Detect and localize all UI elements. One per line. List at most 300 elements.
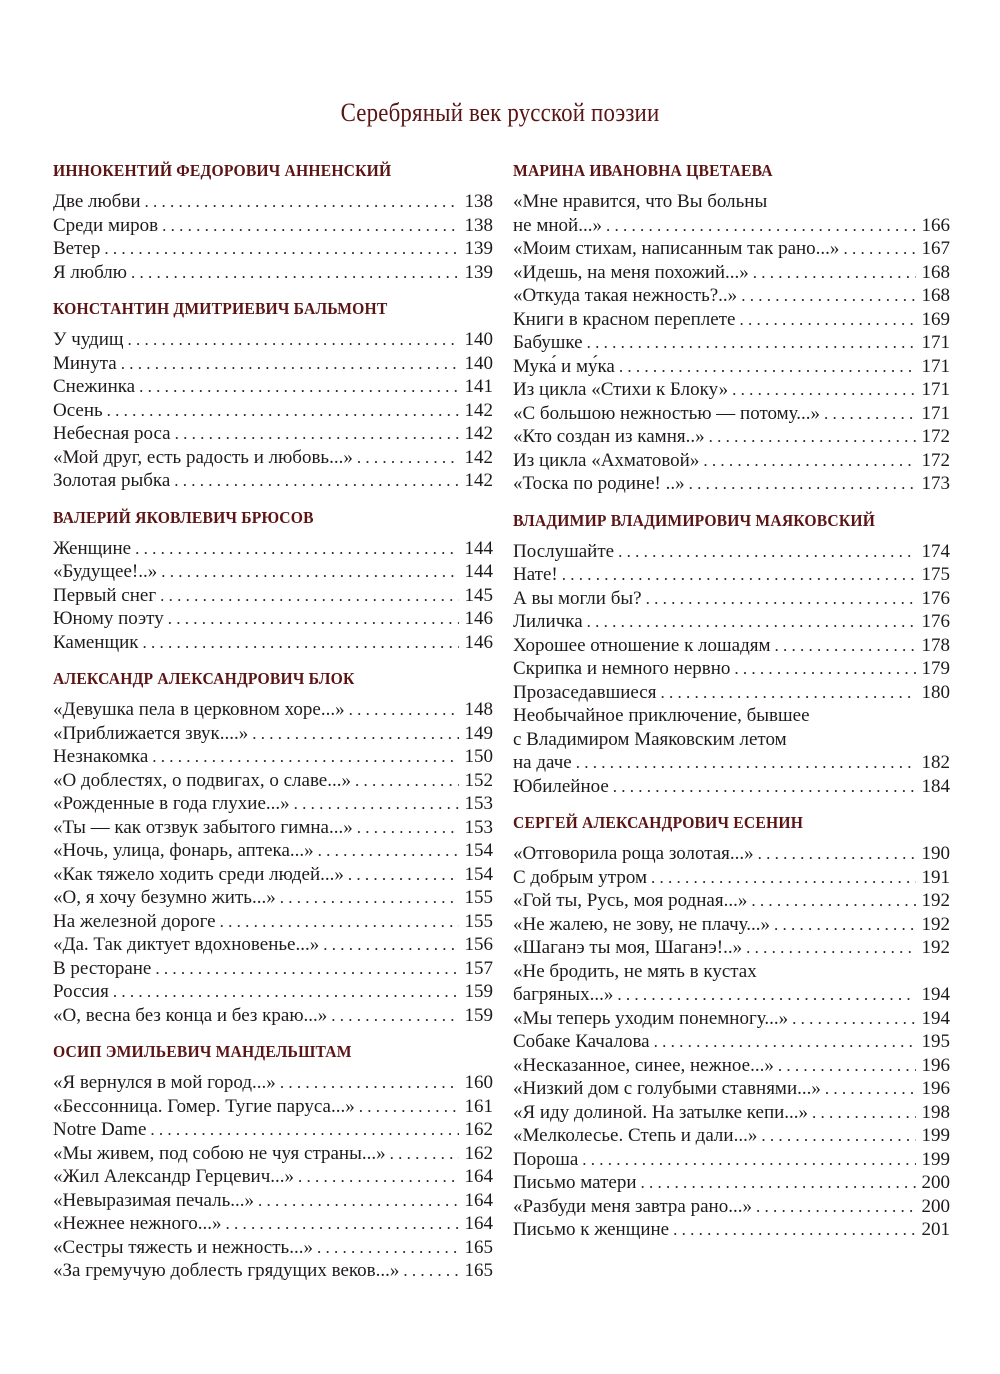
dot-leader [774,913,916,937]
dot-leader [152,745,458,769]
page-number: 200 [921,1195,950,1217]
toc-entry[interactable] [513,190,950,237]
page-number: 157 [464,957,493,979]
entry-title: на даче [513,752,572,773]
entry-title: «Я иду долиной. На затылке кепи...» [513,1101,809,1123]
toc-entry[interactable] [513,1218,950,1242]
author-heading: СЕРГЕЙ АЛЕКСАНДРОВИЧ ЕСЕНИН [513,813,804,832]
toc-entry[interactable] [513,1124,950,1148]
toc-entry[interactable] [53,584,493,608]
toc-entry[interactable] [513,842,950,866]
page-number: 166 [921,214,950,236]
entry-title: «Мы теперь уходим понемногу...» [513,1007,789,1029]
page-number: 159 [464,981,493,1002]
dot-leader [746,936,915,960]
entry-title: «Идешь, на меня похожий...» [513,261,749,283]
toc-entry[interactable] [53,214,493,238]
toc-entry[interactable] [53,816,493,840]
entry-title: «О, я хочу безумно жить...» [53,887,276,908]
dot-leader [739,308,915,332]
toc-entry[interactable] [513,587,950,611]
page-number: 196 [921,1078,950,1099]
page-number: 165 [464,1260,493,1281]
dot-leader [390,1142,459,1166]
entry-title: Нате! [513,564,558,585]
dot-leader [825,1077,916,1101]
toc-section [513,160,950,496]
entry-title: «Гой ты, Русь, моя родная...» [513,890,748,911]
toc-entry[interactable] [513,308,950,332]
page-number: 138 [464,214,493,236]
toc-entry[interactable] [513,378,950,402]
toc-entry[interactable] [53,1212,493,1236]
entry-title: На железной дороге [53,910,216,932]
dot-leader [562,563,916,587]
entry-title: «Да. Так диктует вдохновенье...» [53,934,320,955]
page-title: Серебряный век русской поэзии [340,98,660,127]
toc-entry[interactable] [513,237,950,261]
page-number: 144 [464,537,493,559]
toc-entry[interactable] [513,1101,950,1125]
dot-leader [355,769,459,793]
page-number: 152 [464,769,493,791]
dot-leader [792,1007,915,1031]
entry-title: Осень [53,399,103,421]
entry-title-line: «Не бродить, не мять в кустах [513,960,757,982]
entry-title: «Ты — как отзвук забытого гимна...» [53,816,353,838]
toc-entry[interactable] [53,722,493,746]
page-number: 176 [921,611,950,632]
toc-section [513,510,950,799]
author-heading: ИННОКЕНТИЙ ФЕДОРОВИЧ АННЕНСКИЙ [53,161,392,180]
entry-title: Notre Dame [53,1119,147,1140]
toc-right-column [513,160,950,1256]
entry-title: не мной...» [513,214,602,236]
entry-title: «Сестры тяжесть и нежность...» [53,1236,313,1258]
page-number: 142 [464,399,493,421]
dot-leader [732,378,915,402]
toc-section [53,507,493,655]
entry-title: «Разбуди меня завтра рано...» [513,1195,752,1217]
toc-entry[interactable] [513,681,950,705]
page-number: 156 [464,934,493,955]
page-number: 144 [464,561,493,582]
entry-title: «Шаганэ ты моя, Шаганэ!..» [513,937,743,958]
entry-title: Хорошее отношение к лошадям [513,634,771,656]
entry-title: «Я вернулся в мой город...» [53,1072,276,1093]
dot-leader [155,957,458,981]
toc-entry[interactable] [513,889,950,913]
dot-leader [317,1236,459,1260]
toc-entry[interactable] [513,355,950,379]
dot-leader [619,355,916,379]
toc-entry[interactable] [53,469,493,493]
dot-leader [778,1054,916,1078]
toc-entry[interactable] [513,425,950,449]
entry-title: «Кто создан из камня..» [513,426,705,447]
dot-leader [280,1071,459,1095]
page-number: 138 [464,191,493,212]
author-heading: КОНСТАНТИН ДМИТРИЕВИЧ БАЛЬМОНТ [53,299,388,318]
dot-leader [280,886,459,910]
entry-title: Золотая рыбка [53,470,171,491]
toc-entry[interactable] [53,631,493,655]
author-heading: ВЛАДИМИР ВЛАДИМИРОВИЧ МАЯКОВСКИЙ [513,510,876,530]
entry-title: Скрипка и немного нервно [513,658,731,679]
toc-entry[interactable] [513,866,950,890]
entry-title: «Нежнее нежного...» [53,1213,222,1234]
dot-leader [641,1171,916,1195]
toc-entry[interactable] [513,261,950,285]
toc-entry[interactable] [53,1071,493,1095]
entry-title: Юбилейное [513,775,609,797]
entry-title: Мука́ и му́ка [513,355,615,377]
entry-title: Женщине [53,537,132,559]
dot-leader [298,1165,458,1189]
entry-title: «Жил Александр Герцевич...» [53,1166,295,1187]
entry-title: С добрым утром [513,866,647,888]
dot-leader [226,1212,459,1236]
page-number: 168 [921,261,950,283]
toc-entry[interactable] [53,792,493,816]
dot-leader [359,1095,459,1119]
toc-entry[interactable] [53,560,493,584]
dot-leader [582,1148,915,1172]
page-number: 161 [464,1095,493,1117]
entry-title-line: Необычайное приключение, бывшее [513,705,810,726]
dot-leader [131,261,459,285]
entry-title: Снежинка [53,376,136,397]
entry-title: «Рожденные в года глухие...» [53,793,290,814]
entry-title: Каменщик [53,631,139,653]
entry-title: Юному поэту [53,608,164,629]
toc-entry[interactable] [53,1004,493,1028]
entry-title: «Мой друг, есть радость и любовь...» [53,446,353,468]
page-number: 149 [464,722,493,744]
entry-title: «Невыразимая печаль...» [53,1189,254,1211]
dot-leader [143,631,459,655]
page-number: 165 [464,1236,493,1258]
toc-entry[interactable] [53,1189,493,1213]
entry-title: Незнакомка [53,746,149,767]
entry-title: багряных...» [513,984,614,1005]
toc-entry[interactable] [53,839,493,863]
page-number: 168 [921,285,950,306]
dot-leader [734,657,915,681]
page-number: 153 [464,793,493,814]
page-number: 162 [464,1142,493,1164]
toc-section [53,298,493,493]
dot-leader [104,237,458,261]
dot-leader [606,214,916,238]
toc-entry[interactable] [53,1259,493,1283]
entry-title: Из цикла «Стихи к Блоку» [513,379,729,400]
toc-entry[interactable] [513,284,950,308]
toc-entry[interactable] [53,1095,493,1119]
toc-entry[interactable] [53,1142,493,1166]
page-number: 142 [464,446,493,468]
toc-entry[interactable] [53,261,493,285]
toc-entry[interactable] [513,960,950,1007]
dot-leader [113,980,459,1004]
page-number: 164 [464,1189,493,1211]
dot-leader [294,792,459,816]
entry-title: «С большою нежностью — потому...» [513,402,821,424]
dot-leader [168,607,459,631]
entry-title: Я люблю [53,261,127,283]
entry-title: «Не жалею, не зову, не плачу...» [513,913,770,935]
toc-entry[interactable] [513,913,950,937]
entry-title: «Будущее!..» [53,561,158,582]
dot-leader [318,839,459,863]
toc-entry[interactable] [513,331,950,355]
dot-leader [135,537,458,561]
entry-title: В ресторане [53,957,152,979]
author-heading: ОСИП ЭМИЛЬЕВИЧ МАНДЕЛЬШТАМ [53,1042,352,1061]
toc-section [53,668,493,1027]
toc-entry[interactable] [53,237,493,261]
page-number: 169 [921,308,950,330]
toc-entry[interactable] [53,698,493,722]
dot-leader [618,540,915,564]
page-number: 201 [921,1219,950,1240]
toc-entry[interactable] [513,563,950,587]
page-number: 196 [921,1054,950,1076]
toc-entry[interactable] [53,328,493,352]
toc-entry[interactable] [53,1236,493,1260]
toc-entry[interactable] [53,607,493,631]
page-number: 160 [464,1072,493,1093]
entry-title: «Девушка пела в церковном хоре...» [53,699,345,720]
dot-leader [660,681,915,705]
dot-leader [258,1189,459,1213]
dot-leader [403,1259,458,1283]
dot-leader [617,983,915,1007]
dot-leader [107,399,459,423]
author-heading: МАРИНА ИВАНОВНА ЦВЕТАЕВА [513,161,773,180]
toc-entry[interactable] [513,634,950,658]
page-number: 150 [464,746,493,767]
toc-entry[interactable] [513,1030,950,1054]
toc-entry[interactable] [53,769,493,793]
entry-title-line: с Владимиром Маяковским летом [513,728,787,750]
toc-entry[interactable] [53,745,493,769]
toc-entry[interactable] [513,1077,950,1101]
dot-leader [709,425,916,449]
entry-title: «Откуда такая нежность?..» [513,285,738,306]
page-number: 140 [464,352,493,374]
entry-title: Письмо к женщине [513,1219,670,1240]
entry-title: Небесная роса [53,423,171,444]
entry-title: «Отговорила роща золотая...» [513,843,754,864]
toc-entry[interactable] [513,775,950,799]
page-number: 154 [464,840,493,861]
entry-title: Прозаседавшиеся [513,681,657,703]
dot-leader [357,816,459,840]
dot-leader [175,422,459,446]
toc-entry[interactable] [53,1165,493,1189]
page-number: 176 [921,587,950,609]
toc-entry[interactable] [513,1148,950,1172]
page-number: 142 [464,423,493,444]
toc-section [53,160,493,284]
dot-leader [703,449,915,473]
dot-leader [145,190,459,214]
dot-leader [646,587,916,611]
dot-leader [357,446,459,470]
page-number: 154 [464,863,493,885]
toc-entry[interactable] [513,402,950,426]
toc-entry[interactable] [53,537,493,561]
toc-entry[interactable] [53,422,493,446]
toc-entry[interactable] [53,399,493,423]
page-number: 199 [921,1148,950,1170]
entry-title: «Бессонница. Гомер. Тугие паруса...» [53,1095,355,1117]
toc-entry[interactable] [513,1007,950,1031]
dot-leader [751,889,915,913]
dot-leader [775,634,916,658]
entry-title: «Низкий дом с голубыми ставнями...» [513,1078,821,1099]
entry-title: Пороша [513,1148,579,1170]
toc-entry[interactable] [53,886,493,910]
toc-entry[interactable] [53,446,493,470]
dot-leader [613,775,916,799]
entry-title: «Мы живем, под собою не чуя страны...» [53,1142,386,1164]
dot-leader [651,866,916,890]
page-number: 171 [921,332,950,353]
page-number: 167 [921,238,950,259]
dot-leader [139,375,458,399]
page-number: 141 [464,376,493,397]
entry-title: Первый снег [53,584,157,606]
page-number: 174 [921,540,950,562]
author-heading: ВАЛЕРИЙ ЯКОВЛЕВИЧ БРЮСОВ [53,507,314,527]
dot-leader [689,472,916,496]
toc-entry[interactable] [513,472,950,496]
dot-leader [756,1195,916,1219]
entry-title: «Несказанное, синее, нежное...» [513,1054,774,1076]
toc-entry[interactable] [53,980,493,1004]
toc-entry[interactable] [513,936,950,960]
entry-title-line: «Мне нравится, что Вы больны [513,191,768,212]
dot-leader [160,584,458,608]
entry-title: Послушайте [513,540,615,562]
entry-title: Ветер [53,238,101,259]
entry-title: «За гремучую доблесть грядущих веков...» [53,1260,400,1281]
page-number: 180 [921,681,950,703]
page-number: 178 [921,634,950,656]
entry-title: Минута [53,352,117,374]
page-number: 140 [464,329,493,350]
dot-leader [761,1124,915,1148]
entry-title: Собаке Качалова [513,1031,650,1052]
page-number: 194 [921,984,950,1005]
dot-leader [654,1030,916,1054]
toc-entry[interactable] [53,863,493,887]
page-number: 173 [921,473,950,494]
page-number: 172 [921,449,950,471]
entry-title: Книги в красном переплете [513,308,736,330]
dot-leader [220,910,459,934]
entry-title: Две любви [53,191,141,212]
toc-left-column [53,160,493,1297]
toc-entry[interactable] [513,704,950,775]
toc-entry[interactable] [513,610,950,634]
page-number: 171 [921,402,950,424]
toc-entry[interactable] [53,190,493,214]
entry-title: «Приближается звук....» [53,722,249,744]
toc-entry[interactable] [513,1171,950,1195]
page-number: 153 [464,816,493,838]
entry-title: Лиличка [513,611,583,632]
page-number: 191 [921,866,950,888]
page-number: 195 [921,1031,950,1052]
dot-leader [812,1101,915,1125]
page-number: 142 [464,470,493,491]
toc-entry[interactable] [513,657,950,681]
toc-entry[interactable] [53,352,493,376]
toc-entry[interactable] [53,933,493,957]
page-number: 162 [464,1119,493,1140]
page-number: 172 [921,426,950,447]
dot-leader [673,1218,915,1242]
page-number: 192 [921,890,950,911]
toc-entry[interactable] [53,910,493,934]
toc-entry[interactable] [513,1195,950,1219]
entry-title: Из цикла «Ахматовой» [513,449,700,471]
page-number: 190 [921,843,950,864]
entry-title: У чудищ [53,329,124,350]
dot-leader [587,610,916,634]
page-number: 159 [464,1004,493,1026]
entry-title: «Как тяжело ходить среди людей...» [53,863,344,885]
page-number: 146 [464,631,493,653]
dot-leader [162,214,458,238]
dot-leader [121,352,459,376]
entry-title: Среди миров [53,214,159,236]
entry-title: Бабушке [513,332,583,353]
dot-leader [323,933,458,957]
toc-entry[interactable] [513,540,950,564]
dot-leader [824,402,915,426]
toc-entry[interactable] [513,449,950,473]
entry-title: Россия [53,981,109,1002]
toc-entry[interactable] [53,375,493,399]
entry-title: «Ночь, улица, фонарь, аптека...» [53,840,314,861]
dot-leader [753,261,916,285]
entry-title: «Мелколесье. Степь и дали...» [513,1125,758,1146]
toc-entry[interactable] [513,1054,950,1078]
page-number: 155 [464,887,493,908]
dot-leader [348,863,459,887]
page-number: 184 [921,775,950,797]
page-number: 192 [921,937,950,958]
page-number: 179 [921,658,950,679]
dot-leader [741,284,915,308]
toc-entry[interactable] [53,957,493,981]
toc-entry[interactable] [53,1118,493,1142]
entry-title: Письмо матери [513,1172,637,1193]
page-number: 175 [921,564,950,585]
page-number: 171 [921,379,950,400]
dot-leader [576,751,916,775]
page-number: 182 [921,752,950,773]
toc-section [513,812,950,1242]
entry-title: А вы могли бы? [513,587,642,609]
dot-leader [349,698,459,722]
toc-section [53,1041,493,1283]
page-number: 199 [921,1125,950,1146]
